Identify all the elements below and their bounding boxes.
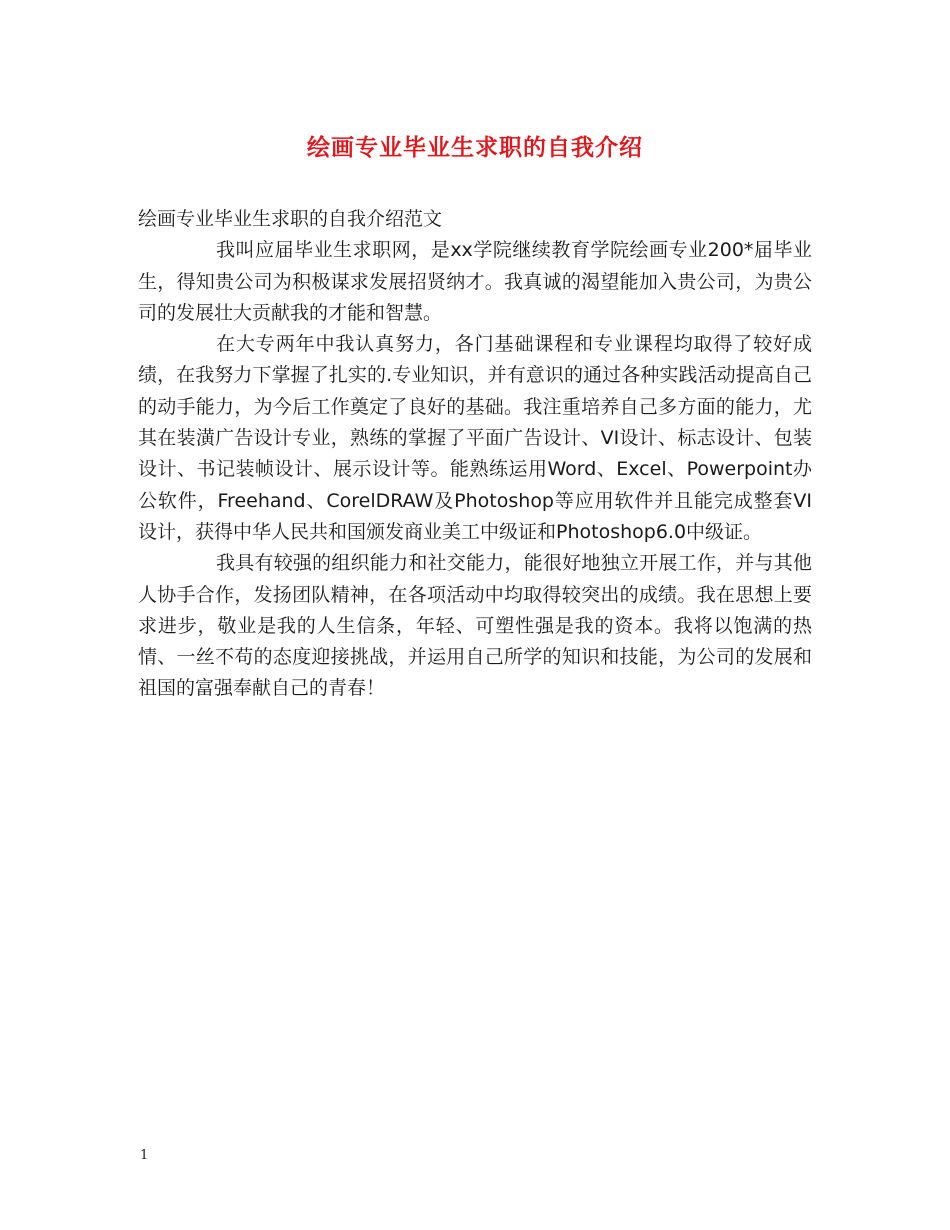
paragraph-skills: 在大专两年中我认真努力，各门基础课程和专业课程均取得了较好成绩，在我努力下掌握了扎实的.专业知识，并有意识的通过各种实践活动提高自己的动手能力，为今后工作奠定了良好的基础。我注重培养自己多方面的能力，尤其在装潢广告设计专业，熟练的掌握了平面广告设计、VI设计、标志设计、包装设计、书记装帧设计、展示设计等。能熟练运用Word、Excel、Powerpoint办公软件，Freehand、CorelDRAW及Photoshop等应用软件并且能完成整套VI设计，获得中华人民共和国颁发商业美工中级证和Photoshop6.0中级证。	[138, 333, 812, 543]
document-body	[138, 204, 812, 705]
paragraph-character: 我具有较强的组织能力和社交能力，能很好地独立开展工作，并与其他人协手合作，发扬团队精神，在各项活动中均取得较突出的成绩。我在思想上要求进步，敬业是我的人生信条，年轻、可塑性强是我的资本。我将以饱满的热情、一丝不苟的态度迎接挑战，并运用自己所学的知识和技能，为公司的发展和祖国的富强奉献自己的青春！	[138, 552, 812, 700]
paragraph-introduction: 我叫应届毕业生求职网，是xx学院继续教育学院绘画专业200*届毕业生，得知贵公司为积极谋求发展招贤纳才。我真诚的渴望能加入贵公司，为贵公司的发展壮大贡献我的才能和智慧。	[138, 239, 812, 324]
document-subtitle: 绘画专业毕业生求职的自我介绍范文	[138, 208, 443, 230]
page-number: 1	[140, 1148, 149, 1163]
document-title: 绘画专业毕业生求职的自我介绍	[307, 135, 643, 161]
